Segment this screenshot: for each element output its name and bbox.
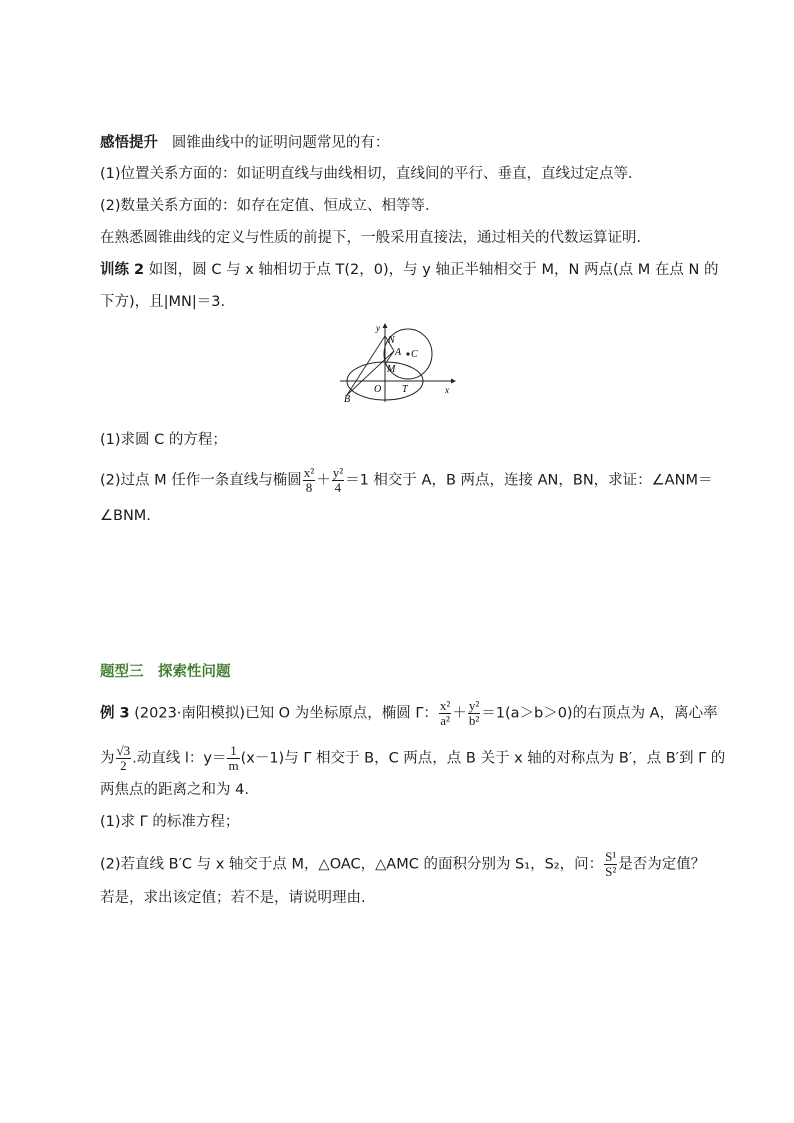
training-question-1: (1)求圆 C 的方程； <box>100 432 227 448</box>
gamma-frac-x-den: a² <box>440 713 450 728</box>
center-point <box>406 352 409 355</box>
label-M: M <box>387 364 396 375</box>
training-question-2-cont: ∠BNM. <box>100 508 151 524</box>
example-3-line-3: 两焦点的距离之和为 4. <box>100 782 249 798</box>
label-y: y <box>376 323 380 333</box>
example-3-text-2-post: (x－1)与 Γ 相交于 B，C 两点，点 B 关于 x 轴的对称点为 B′，点 B′到 Γ 的 <box>240 750 726 767</box>
training-question-2 <box>100 466 734 495</box>
area-ratio-frac <box>604 850 617 879</box>
label-B: B <box>344 394 351 404</box>
ellipse-frac-x <box>303 466 315 495</box>
gamma-frac-y-den: b² <box>468 713 480 728</box>
insight-point-1: (1)位置关系方面的：如证明直线与曲线相切，直线间的平行、垂直，直线过定点等． <box>100 166 643 182</box>
example-3-question-1: (1)求 Γ 的标准方程； <box>100 814 240 830</box>
label-C: C <box>411 349 418 360</box>
ratio-num: S¹ <box>605 849 617 864</box>
example-3-question-2 <box>100 850 734 879</box>
training-label: 训练 2 <box>100 262 145 278</box>
gamma-plus: ＋ <box>452 705 467 722</box>
label-A: A <box>395 347 402 358</box>
label-N: N <box>388 335 395 346</box>
frac-y-num: y² <box>332 465 344 480</box>
example-3-source: (2023·南阳模拟) <box>134 705 246 722</box>
training-line-1 <box>100 260 734 280</box>
insight-point-2: (2)数量关系方面的：如存在定值、恒成立、相等等． <box>100 198 440 214</box>
ecc-num: √3 <box>116 743 131 758</box>
circle-ellipse-figure <box>335 320 460 404</box>
eccentricity-frac <box>116 744 132 773</box>
frac-x-num: x² <box>303 465 315 480</box>
slope-frac <box>227 744 239 773</box>
insight-heading <box>100 133 734 153</box>
gamma-frac-y <box>468 699 480 728</box>
label-O: O <box>374 384 382 395</box>
example-3-text-1-pre: 已知 O 为坐标原点，椭圆 Γ： <box>245 705 438 722</box>
ratio-den: S² <box>605 864 617 879</box>
insight-title: 圆锥曲线中的证明问题常见的有： <box>171 135 390 151</box>
section-3-title: 题型三 探索性问题 <box>100 664 231 680</box>
gamma-frac-x-num: x² <box>439 698 451 713</box>
training-line-2: 下方)，且|MN|＝3. <box>100 294 226 310</box>
example-3-text-2-pre: 为 <box>100 750 115 767</box>
slope-num: 1 <box>227 744 239 759</box>
training-q2-text-pre: (2)过点 M 任作一条直线与椭圆 <box>100 472 302 489</box>
example-3-text-1-post: ＝1(a＞b＞0)的右顶点为 A，离心率 <box>481 705 718 722</box>
example-3-question-2-cont: 若是，求出该定值；若不是，请说明理由. <box>100 890 366 906</box>
y-axis-arrow <box>383 323 388 328</box>
example-3-line-2 <box>100 744 734 773</box>
frac-x-den: 8 <box>305 480 313 495</box>
training-text-1: 如图，圆 C 与 x 轴相切于点 T(2，0)，与 y 轴正半轴相交于 M，N 两点(点 M 在点 N 的 <box>148 262 719 278</box>
insight-summary: 在熟悉圆锥曲线的定义与性质的前提下，一般采用直接法，通过相关的代数运算证明． <box>100 230 651 246</box>
label-T: T <box>402 384 408 395</box>
ellipse-frac-y <box>332 466 344 495</box>
example-3-label: 例 3 <box>100 705 130 722</box>
gamma-frac-x <box>439 699 451 728</box>
example-3-text-2-mid: .动直线 l：y＝ <box>132 750 227 767</box>
example-3-q2-post: 是否为定值？ <box>618 856 706 873</box>
frac-y-den: 4 <box>334 480 342 495</box>
example-3-q2-pre: (2)若直线 B′C 与 x 轴交于点 M，△OAC，△AMC 的面积分别为 S₁，S₂，问： <box>100 856 604 873</box>
slope-den: m <box>228 758 239 773</box>
label-x: x <box>445 385 449 395</box>
plus-sign: ＋ <box>316 472 331 489</box>
x-axis-arrow <box>451 379 456 384</box>
example-3-line-1 <box>100 699 734 728</box>
insight-label: 感悟提升 <box>100 135 158 151</box>
gamma-frac-y-num: y² <box>468 698 480 713</box>
training-q2-text-post: ＝1 相交于 A，B 两点，连接 AN，BN，求证：∠ANM＝ <box>345 472 713 489</box>
ecc-den: 2 <box>120 758 127 773</box>
